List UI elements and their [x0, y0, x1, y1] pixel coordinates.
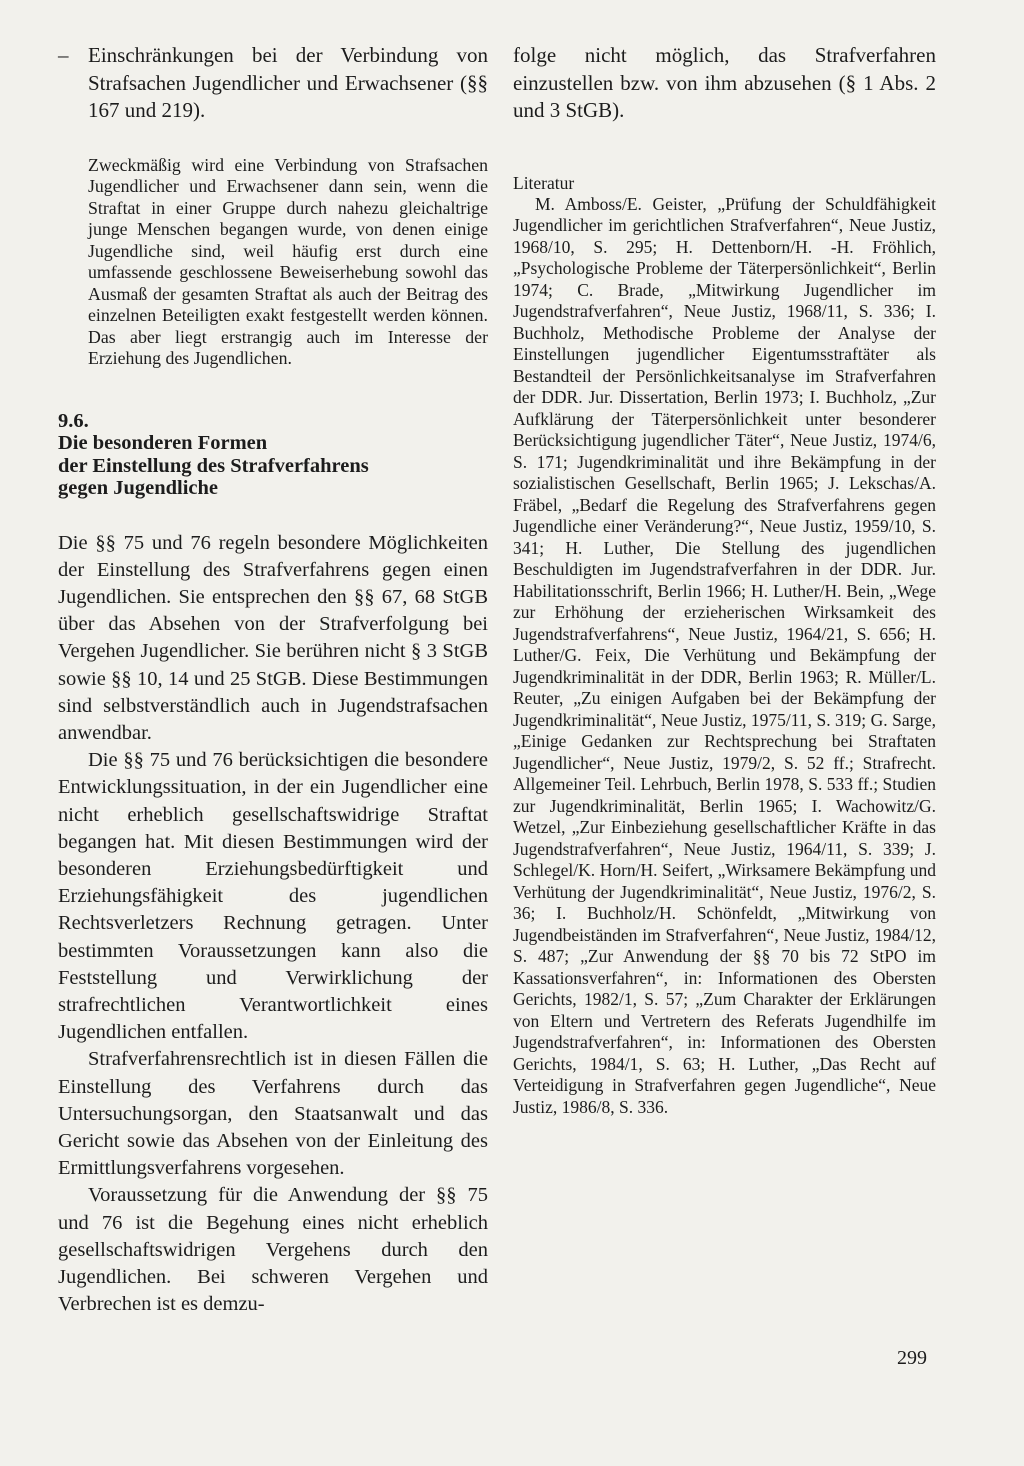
dash-mark: – — [58, 43, 69, 67]
section-body — [58, 530, 488, 1319]
continuation-paragraph: folge nicht möglich, das Strafverfahren einzustellen bzw. von ihm abzusehen (§ 1 Abs. 2 und 3 StGB). — [513, 43, 936, 122]
section-heading — [58, 410, 488, 500]
body-paragraph-2: Die §§ 75 und 76 berücksichtigen die besondere Entwicklungssituation, in der ein Jugendlicher eine nicht erheblich gesellschaftswidrige Straftat begangen hat. Mit diesen Bestimmungen wird der besonderen Erziehungsbedürftigkeit und Erziehungsfähigkeit des jugendlichen Rechtsverletzers Rechnung getragen. Unter bestimmten Voraussetzungen kann also die Feststellung und Verwirklichung der strafrechtlichen Verantwortlichkeit eines Jugendlichen entfallen. — [58, 749, 488, 1044]
body-paragraph-4: Voraussetzung für die Anwendung der §§ 75 und 76 ist die Begehung eines nicht erheblich gesellschaftswidrigen Vergehens durch den Jugendlichen. Bei schweren Vergehen und Verbrechen ist es demzu- — [58, 1184, 488, 1316]
indented-note-paragraph: Zweckmäßig wird eine Verbindung von Strafsachen Jugendlicher und Erwachsener dann sein, wenn die Straftat in einer Gruppe durch nahezu gleichaltrige junge Menschen begangen wurde, von denen einige Jugendliche sind, weil häufig erst durch eine umfassende geschlossene Beweiserhebung sowohl das Ausmaß der gesamten Straftat als auch der Beitrag des einzelnen Beteiligten exakt festgestellt werden können. Das aber liegt erstrangig auch im Interesse der Erziehung des Jugendlichen. — [88, 154, 488, 368]
page-number: 299 — [897, 1347, 927, 1369]
dash-item-text: Einschränkungen bei der Verbindung von Strafsachen Jugendlicher und Erwachsener (§§ 167 und 219). — [88, 43, 488, 122]
literature-list: M. Amboss/E. Geister, „Prüfung der Schuldfähigkeit Jugendlicher im gerichtlichen Strafverfahren“, Neue Justiz, 1968/10, S. 295; H. Dettenborn/H. -H. Fröhlich, „Psychologische Probleme der Täterpersönlichkeit“, Berlin 1974; C. Brade, „Mitwirkung Jugendlicher im Jugendstrafverfahren“, Neue Justiz, 1968/11, S. 336; I. Buchholz, Methodische Probleme der Analyse der Einstellungen jugendlicher Eigentumsstraftäter als Bestandteil der Persönlichkeitsanalyse im Strafverfahren der DDR. Jur. Dissertation, Berlin 1973; I. Buchholz, „Zur Aufklärung der Täterpersönlichkeit unter besonderer Berücksichtigung jugendlicher Täter“, Neue Justiz, 1974/6, S. 171; Jugendkriminalität und ihre Bekämpfung in der sozialistischen Gesellschaft, Berlin 1965; J. Lekschas/A. Fräbel, „Bedarf die Regelung des Strafverfahrens gegen Jugendliche einer Veränderung?“, Neue Justiz, 1959/10, S. 341; H. Luther, Die Stellung des jugendlichen Beschuldigten im Jugendstrafverfahren in der DDR. Jur. Habilitationsschrift, Berlin 1966; H. Luther/H. Bein, „Wege zur Erhöhung der erzieherischen Wirksamkeit des Jugendstrafverfahrens“, Neue Justiz, 1964/21, S. 656; H. Luther/G. Feix, Die Verhütung und Bekämpfung der Jugendkriminalität in der DDR, Berlin 1963; R. Müller/L. Reuter, „Zu einigen Aufgaben bei der Bekämpfung der Jugendkriminalität“, Neue Justiz, 1975/11, S. 319; G. Sarge, „Einige Gedanken zur Rechtsprechung bei Straftaten Jugendlicher“, Neue Justiz, 1979/2, S. 52 ff.; Strafrecht. Allgemeiner Teil. Lehrbuch, Berlin 1978, S. 533 ff.; Studien zur Jugendkriminalität, Berlin 1965; I. Wachowitz/G. Wetzel, „Zur Einbeziehung gesellschaftlicher Kräfte in das Jugendstrafverfahren“, Neue Justiz, 1964/11, S. 339; J. Schlegel/K. Horn/H. Seifert, „Wirksamere Bekämpfung und Verhütung der Jugendkriminalität“, Neue Justiz, 1976/2, S. 36; I. Buchholz/H. Schönfeldt, „Mitwirkung von Jugendbeiständen im Strafverfahren“, Neue Justiz, 1984/12, S. 487; „Zur Anwendung der §§ 70 bis 72 StPO im Kassationsverfahren“, in: Informationen des Obersten Gerichts, 1982/1, S. 57; „Zum Charakter der Erklärungen von Eltern und Vertretern des Referats Jugendhilfe im Jugendstrafverfahren“, in: Informationen des Obersten Gerichts, 1984/1, S. 63; H. Luther, „Das Recht auf Verteidigung in Strafverfahren gegen Jugendliche“, Neue Justiz, 1986/8, S. 336. — [513, 193, 936, 1117]
section-title-line-3: gegen Jugendliche — [58, 477, 219, 499]
right-column — [513, 42, 936, 1118]
body-paragraph-3: Strafverfahrensrechtlich ist in diesen Fällen die Einstellung des Verfahrens durch das Untersuchungsorgan, den Staatsanwalt und das Gericht sowie das Absehen von der Einleitung des Ermittlungsverfahrens vorgesehen. — [58, 1048, 488, 1180]
left-column — [58, 42, 488, 1318]
section-title-line-2: der Einstellung des Strafverfahrens — [58, 454, 369, 477]
body-paragraph-1: Die §§ 75 und 76 regeln besondere Möglichkeiten der Einstellung des Strafverfahrens gegen einen Jugendlichen. Sie entsprechen den §§ 67, 68 StGB über das Absehen von der Strafverfolgung bei Vergehen Jugendlicher. Sie berühren nicht § 3 StGB sowie §§ 10, 14 und 25 StGB. Diese Bestimmungen sind selbstverständlich auch in Jugendstrafsachen anwendbar. — [58, 531, 488, 744]
literature-heading: Literatur — [513, 172, 575, 193]
section-number: 9.6. — [58, 409, 89, 432]
section-title-line-1: Die besonderen Formen — [58, 432, 268, 454]
dash-list-item — [58, 42, 488, 125]
